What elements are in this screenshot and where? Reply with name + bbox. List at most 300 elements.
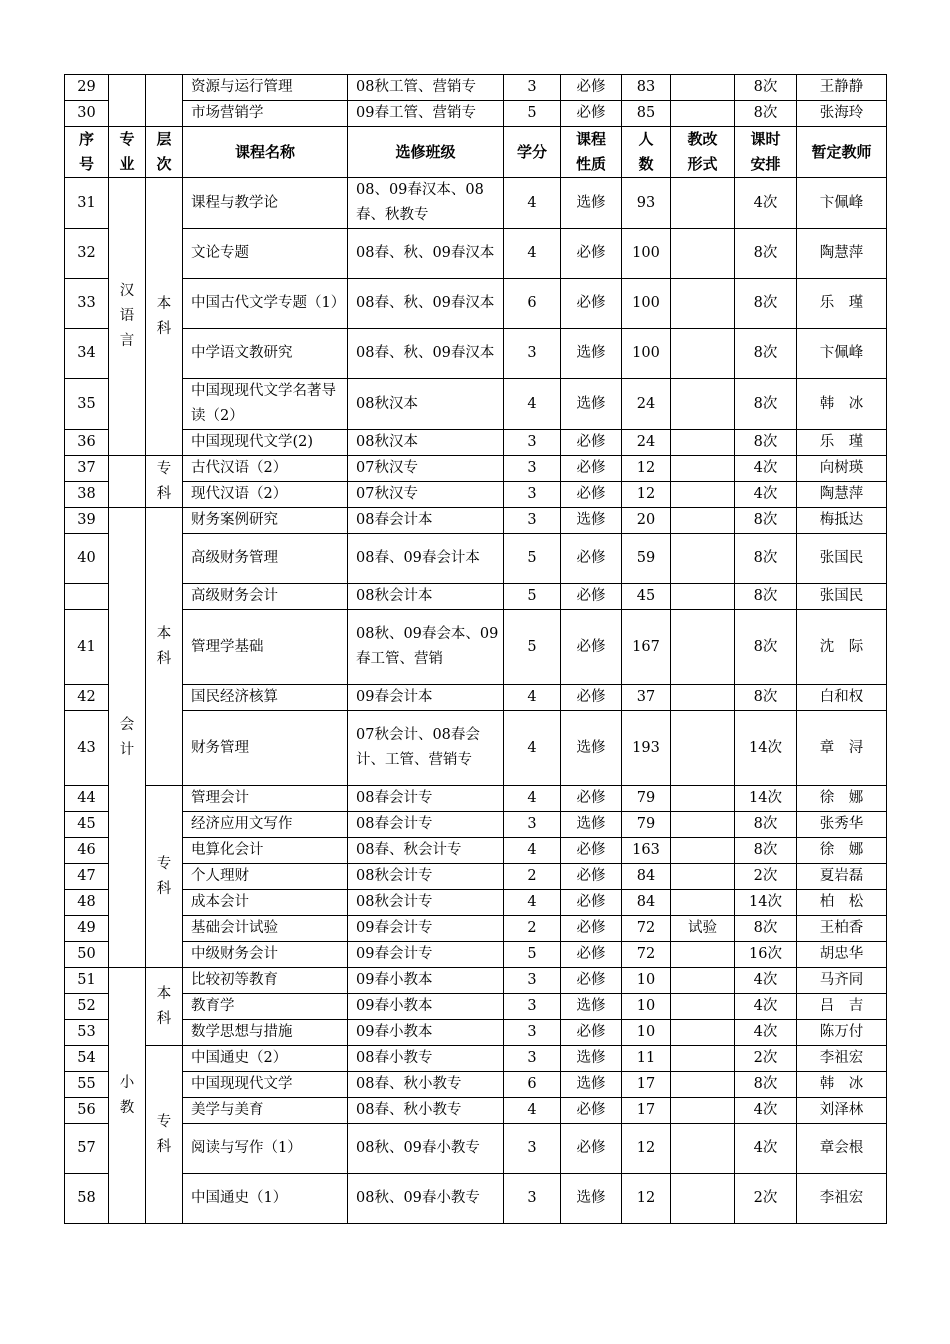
seq-cell: 56 (65, 1098, 109, 1124)
credit-cell: 5 (504, 584, 561, 610)
major-blank (109, 456, 146, 508)
course-cell: 成本会计 (183, 890, 348, 916)
table-row (65, 482, 887, 508)
credit-cell: 4 (504, 711, 561, 786)
header-count: 人数 (622, 127, 671, 178)
nature-cell: 必修 (561, 430, 622, 456)
level-zhuanke (146, 456, 183, 508)
table-row (65, 584, 887, 610)
class-cell: 08秋会计专 (348, 890, 504, 916)
seq-cell: 58 (65, 1174, 109, 1224)
class-cell: 08春、秋、09春汉本 (348, 229, 504, 279)
level-benke-label: 本科 (156, 625, 172, 667)
class-cell: 08秋汉本 (348, 379, 504, 430)
course-cell: 中学语文教研究 (183, 329, 348, 379)
header-row (65, 127, 887, 178)
course-cell: 数学思想与措施 (183, 1020, 348, 1046)
course-cell: 中国现现代文学名著导读（2） (183, 379, 348, 430)
seq-cell: 33 (65, 279, 109, 329)
count-cell: 100 (622, 329, 671, 379)
reform-cell (671, 812, 735, 838)
course-cell: 管理会计 (183, 786, 348, 812)
reform-cell (671, 279, 735, 329)
reform-cell (671, 864, 735, 890)
table-row (65, 786, 887, 812)
credit-cell: 2 (504, 864, 561, 890)
credit-cell: 3 (504, 430, 561, 456)
class-cell: 08春、秋、09春汉本 (348, 329, 504, 379)
hours-cell: 8次 (735, 838, 797, 864)
reform-cell (671, 329, 735, 379)
nature-cell: 必修 (561, 456, 622, 482)
hours-cell: 4次 (735, 456, 797, 482)
count-cell: 59 (622, 534, 671, 584)
hours-cell: 4次 (735, 1124, 797, 1174)
table-row (65, 456, 887, 482)
teacher-cell: 吕 吉 (797, 994, 887, 1020)
hours-cell: 4次 (735, 994, 797, 1020)
course-cell: 中国通史（2） (183, 1046, 348, 1072)
teacher-cell: 马齐同 (797, 968, 887, 994)
table-row (65, 379, 887, 430)
class-cell: 08秋会计本 (348, 584, 504, 610)
seq-cell: 39 (65, 508, 109, 534)
table-row (65, 1046, 887, 1072)
course-cell: 中级财务会计 (183, 942, 348, 968)
nature-cell: 选修 (561, 329, 622, 379)
teacher-cell: 王柏香 (797, 916, 887, 942)
credit-cell: 5 (504, 610, 561, 685)
reform-cell (671, 838, 735, 864)
count-cell: 163 (622, 838, 671, 864)
hours-cell: 8次 (735, 534, 797, 584)
class-cell: 09春小教本 (348, 994, 504, 1020)
count-cell: 10 (622, 968, 671, 994)
count-cell: 72 (622, 916, 671, 942)
course-cell: 个人理财 (183, 864, 348, 890)
hours-cell: 2次 (735, 864, 797, 890)
reform-cell (671, 1072, 735, 1098)
class-cell: 08春、秋会计专 (348, 838, 504, 864)
course-schedule-table (64, 74, 887, 1224)
class-cell: 09春会计本 (348, 685, 504, 711)
credit-cell: 3 (504, 812, 561, 838)
major-cell (109, 75, 146, 127)
nature-cell: 选修 (561, 508, 622, 534)
nature-cell: 必修 (561, 75, 622, 101)
credit-cell: 3 (504, 329, 561, 379)
table-row (65, 916, 887, 942)
level-benke-label: 本科 (156, 985, 172, 1027)
seq-cell: 49 (65, 916, 109, 942)
seq-cell: 38 (65, 482, 109, 508)
course-cell: 文论专题 (183, 229, 348, 279)
reform-cell (671, 379, 735, 430)
course-cell: 市场营销学 (183, 101, 348, 127)
class-cell: 08春会计本 (348, 508, 504, 534)
seq-cell: 47 (65, 864, 109, 890)
credit-cell: 3 (504, 508, 561, 534)
count-cell: 100 (622, 279, 671, 329)
class-cell: 08春、秋小教专 (348, 1072, 504, 1098)
class-cell: 09春小教本 (348, 968, 504, 994)
nature-cell: 选修 (561, 1174, 622, 1224)
course-cell: 电算化会计 (183, 838, 348, 864)
credit-cell: 4 (504, 838, 561, 864)
class-cell: 07秋会计、08春会计、工管、营销专 (348, 711, 504, 786)
level-zhuanke-label: 专科 (156, 855, 172, 897)
level-benke (146, 178, 183, 456)
course-cell: 国民经济核算 (183, 685, 348, 711)
nature-cell: 必修 (561, 1098, 622, 1124)
teacher-cell: 白和权 (797, 685, 887, 711)
course-cell: 中国通史（1） (183, 1174, 348, 1224)
hours-cell: 14次 (735, 786, 797, 812)
hours-cell: 8次 (735, 101, 797, 127)
teacher-cell: 王静静 (797, 75, 887, 101)
count-cell: 45 (622, 584, 671, 610)
table-row (65, 890, 887, 916)
course-cell: 现代汉语（2） (183, 482, 348, 508)
count-cell: 85 (622, 101, 671, 127)
hours-cell: 14次 (735, 711, 797, 786)
nature-cell: 必修 (561, 1124, 622, 1174)
class-cell: 08春会计专 (348, 786, 504, 812)
reform-cell (671, 178, 735, 229)
level-benke (146, 508, 183, 786)
course-cell: 资源与运行管理 (183, 75, 348, 101)
course-cell: 经济应用文写作 (183, 812, 348, 838)
table-row (65, 1124, 887, 1174)
reform-cell (671, 75, 735, 101)
reform-cell (671, 1046, 735, 1072)
teacher-cell: 向树瑛 (797, 456, 887, 482)
hours-cell: 4次 (735, 1098, 797, 1124)
major-kuaiji (109, 508, 146, 968)
table-row (65, 864, 887, 890)
seq-cell: 51 (65, 968, 109, 994)
count-cell: 10 (622, 994, 671, 1020)
teacher-cell: 夏岩磊 (797, 864, 887, 890)
count-cell: 17 (622, 1098, 671, 1124)
class-cell: 08秋、09春小教专 (348, 1124, 504, 1174)
teacher-cell: 张国民 (797, 534, 887, 584)
count-cell: 12 (622, 1174, 671, 1224)
nature-cell: 必修 (561, 610, 622, 685)
table-row (65, 610, 887, 685)
hours-cell: 4次 (735, 968, 797, 994)
count-cell: 72 (622, 942, 671, 968)
class-cell: 08秋、09春小教专 (348, 1174, 504, 1224)
seq-cell: 50 (65, 942, 109, 968)
nature-cell: 选修 (561, 178, 622, 229)
hours-cell: 14次 (735, 890, 797, 916)
reform-cell (671, 101, 735, 127)
count-cell: 10 (622, 1020, 671, 1046)
reform-cell (671, 430, 735, 456)
seq-cell: 34 (65, 329, 109, 379)
count-cell: 193 (622, 711, 671, 786)
teacher-cell: 胡忠华 (797, 942, 887, 968)
hours-cell: 2次 (735, 1174, 797, 1224)
class-cell: 08春会计专 (348, 812, 504, 838)
hours-cell: 8次 (735, 229, 797, 279)
class-cell: 07秋汉专 (348, 456, 504, 482)
count-cell: 17 (622, 1072, 671, 1098)
nature-cell: 选修 (561, 812, 622, 838)
teacher-cell: 沈 际 (797, 610, 887, 685)
reform-cell (671, 1124, 735, 1174)
class-cell: 09春工管、营销专 (348, 101, 504, 127)
nature-cell: 必修 (561, 584, 622, 610)
count-cell: 24 (622, 379, 671, 430)
header-reform: 教改形式 (671, 127, 735, 178)
nature-cell: 选修 (561, 994, 622, 1020)
table-row (65, 942, 887, 968)
class-cell: 08秋工管、营销专 (348, 75, 504, 101)
credit-cell: 4 (504, 1098, 561, 1124)
seq-cell: 48 (65, 890, 109, 916)
count-cell: 100 (622, 229, 671, 279)
course-cell: 财务管理 (183, 711, 348, 786)
teacher-cell: 韩 冰 (797, 1072, 887, 1098)
count-cell: 167 (622, 610, 671, 685)
nature-cell: 选修 (561, 1072, 622, 1098)
credit-cell: 5 (504, 942, 561, 968)
teacher-cell: 梅抵达 (797, 508, 887, 534)
class-cell: 08春、秋小教专 (348, 1098, 504, 1124)
class-cell: 08秋会计专 (348, 864, 504, 890)
hours-cell: 8次 (735, 430, 797, 456)
credit-cell: 4 (504, 379, 561, 430)
level-zhuanke (146, 1046, 183, 1224)
table-row (65, 838, 887, 864)
course-cell: 中国现现代文学(2) (183, 430, 348, 456)
count-cell: 37 (622, 685, 671, 711)
reform-cell (671, 890, 735, 916)
header-major: 专业 (109, 127, 146, 178)
credit-cell: 3 (504, 1124, 561, 1174)
course-cell: 阅读与写作（1） (183, 1124, 348, 1174)
hours-cell: 4次 (735, 1020, 797, 1046)
level-benke-label: 本科 (156, 295, 172, 337)
course-cell: 古代汉语（2） (183, 456, 348, 482)
major-xiaojiao (109, 968, 146, 1224)
table-row (65, 178, 887, 229)
header-credit: 学分 (504, 127, 561, 178)
header-course: 课程名称 (183, 127, 348, 178)
class-cell: 08秋汉本 (348, 430, 504, 456)
seq-cell: 55 (65, 1072, 109, 1098)
seq-cell: 41 (65, 610, 109, 685)
header-nature: 课程性质 (561, 127, 622, 178)
level-zhuanke-label: 专科 (156, 460, 172, 502)
table-row (65, 508, 887, 534)
hours-cell: 8次 (735, 508, 797, 534)
header-classes: 选修班级 (348, 127, 504, 178)
reform-cell (671, 994, 735, 1020)
nature-cell: 必修 (561, 229, 622, 279)
count-cell: 83 (622, 75, 671, 101)
table-row (65, 1072, 887, 1098)
nature-cell: 必修 (561, 534, 622, 584)
header-hours: 课时安排 (735, 127, 797, 178)
nature-cell: 必修 (561, 482, 622, 508)
credit-cell: 6 (504, 1072, 561, 1098)
reform-cell: 试验 (671, 916, 735, 942)
class-cell: 08春、秋、09春汉本 (348, 279, 504, 329)
credit-cell: 3 (504, 1174, 561, 1224)
header-teacher: 暂定教师 (797, 127, 887, 178)
reform-cell (671, 456, 735, 482)
table-row (65, 229, 887, 279)
hours-cell: 8次 (735, 1072, 797, 1098)
course-cell: 中国古代文学专题（1） (183, 279, 348, 329)
seq-cell: 31 (65, 178, 109, 229)
hours-cell: 2次 (735, 1046, 797, 1072)
teacher-cell: 徐 娜 (797, 786, 887, 812)
count-cell: 12 (622, 456, 671, 482)
table-row (65, 1098, 887, 1124)
level-zhuanke (146, 786, 183, 968)
reform-cell (671, 584, 735, 610)
teacher-cell: 柏 松 (797, 890, 887, 916)
course-cell: 美学与美育 (183, 1098, 348, 1124)
count-cell: 11 (622, 1046, 671, 1072)
teacher-cell: 李祖宏 (797, 1046, 887, 1072)
nature-cell: 必修 (561, 101, 622, 127)
reform-cell (671, 534, 735, 584)
course-cell: 教育学 (183, 994, 348, 1020)
credit-cell: 6 (504, 279, 561, 329)
nature-cell: 必修 (561, 838, 622, 864)
teacher-cell: 卞佩峰 (797, 178, 887, 229)
course-cell: 高级财务会计 (183, 584, 348, 610)
course-cell: 中国现现代文学 (183, 1072, 348, 1098)
reform-cell (671, 229, 735, 279)
nature-cell: 必修 (561, 864, 622, 890)
header-seq: 序号 (65, 127, 109, 178)
credit-cell: 3 (504, 1020, 561, 1046)
nature-cell: 选修 (561, 711, 622, 786)
teacher-cell: 章 浔 (797, 711, 887, 786)
nature-cell: 选修 (561, 379, 622, 430)
reform-cell (671, 1020, 735, 1046)
teacher-cell: 刘泽林 (797, 1098, 887, 1124)
seq-cell: 37 (65, 456, 109, 482)
table-row (65, 711, 887, 786)
credit-cell: 3 (504, 75, 561, 101)
credit-cell: 3 (504, 1046, 561, 1072)
nature-cell: 必修 (561, 968, 622, 994)
hours-cell: 4次 (735, 178, 797, 229)
credit-cell: 3 (504, 994, 561, 1020)
class-cell: 09春小教本 (348, 1020, 504, 1046)
teacher-cell: 陶慧萍 (797, 482, 887, 508)
count-cell: 79 (622, 786, 671, 812)
major-xiaojiao-label: 小教 (119, 1074, 135, 1116)
nature-cell: 选修 (561, 1046, 622, 1072)
nature-cell: 必修 (561, 916, 622, 942)
seq-cell: 40 (65, 534, 109, 584)
reform-cell (671, 786, 735, 812)
seq-cell: 45 (65, 812, 109, 838)
hours-cell: 16次 (735, 942, 797, 968)
major-hanyu (109, 178, 146, 456)
seq-cell: 32 (65, 229, 109, 279)
hours-cell: 8次 (735, 916, 797, 942)
reform-cell (671, 711, 735, 786)
credit-cell: 3 (504, 968, 561, 994)
class-cell: 07秋汉专 (348, 482, 504, 508)
count-cell: 24 (622, 430, 671, 456)
table-row (65, 685, 887, 711)
seq-cell: 52 (65, 994, 109, 1020)
hours-cell: 4次 (735, 482, 797, 508)
seq-cell: 30 (65, 101, 109, 127)
nature-cell: 必修 (561, 279, 622, 329)
class-cell: 09春会计专 (348, 916, 504, 942)
teacher-cell: 乐 瑾 (797, 279, 887, 329)
nature-cell: 必修 (561, 1020, 622, 1046)
level-cell (146, 75, 183, 127)
seq-cell: 35 (65, 379, 109, 430)
seq-cell: 53 (65, 1020, 109, 1046)
course-cell: 管理学基础 (183, 610, 348, 685)
hours-cell: 8次 (735, 329, 797, 379)
seq-cell: 36 (65, 430, 109, 456)
teacher-cell: 张海玲 (797, 101, 887, 127)
hours-cell: 8次 (735, 279, 797, 329)
class-cell: 08、09春汉本、08春、秋教专 (348, 178, 504, 229)
course-cell: 高级财务管理 (183, 534, 348, 584)
table-row (65, 1174, 887, 1224)
count-cell: 12 (622, 482, 671, 508)
seq-cell: 54 (65, 1046, 109, 1072)
nature-cell: 必修 (561, 890, 622, 916)
table-row (65, 101, 887, 127)
class-cell: 09春会计专 (348, 942, 504, 968)
credit-cell: 3 (504, 456, 561, 482)
hours-cell: 8次 (735, 685, 797, 711)
class-cell: 08春、09春会计本 (348, 534, 504, 584)
credit-cell: 5 (504, 534, 561, 584)
credit-cell: 4 (504, 685, 561, 711)
credit-cell: 4 (504, 890, 561, 916)
course-cell: 财务案例研究 (183, 508, 348, 534)
seq-cell: 43 (65, 711, 109, 786)
nature-cell: 必修 (561, 942, 622, 968)
level-zhuanke-label: 专科 (156, 1113, 172, 1155)
nature-cell: 必修 (561, 786, 622, 812)
count-cell: 20 (622, 508, 671, 534)
reform-cell (671, 482, 735, 508)
table-row (65, 1020, 887, 1046)
seq-cell: 44 (65, 786, 109, 812)
header-level: 层次 (146, 127, 183, 178)
nature-cell: 必修 (561, 685, 622, 711)
count-cell: 84 (622, 890, 671, 916)
teacher-cell: 张国民 (797, 584, 887, 610)
teacher-cell: 韩 冰 (797, 379, 887, 430)
seq-cell: 46 (65, 838, 109, 864)
count-cell: 93 (622, 178, 671, 229)
course-cell: 课程与教学论 (183, 178, 348, 229)
count-cell: 79 (622, 812, 671, 838)
seq-cell: 57 (65, 1124, 109, 1174)
course-cell: 基础会计试验 (183, 916, 348, 942)
level-benke (146, 968, 183, 1046)
